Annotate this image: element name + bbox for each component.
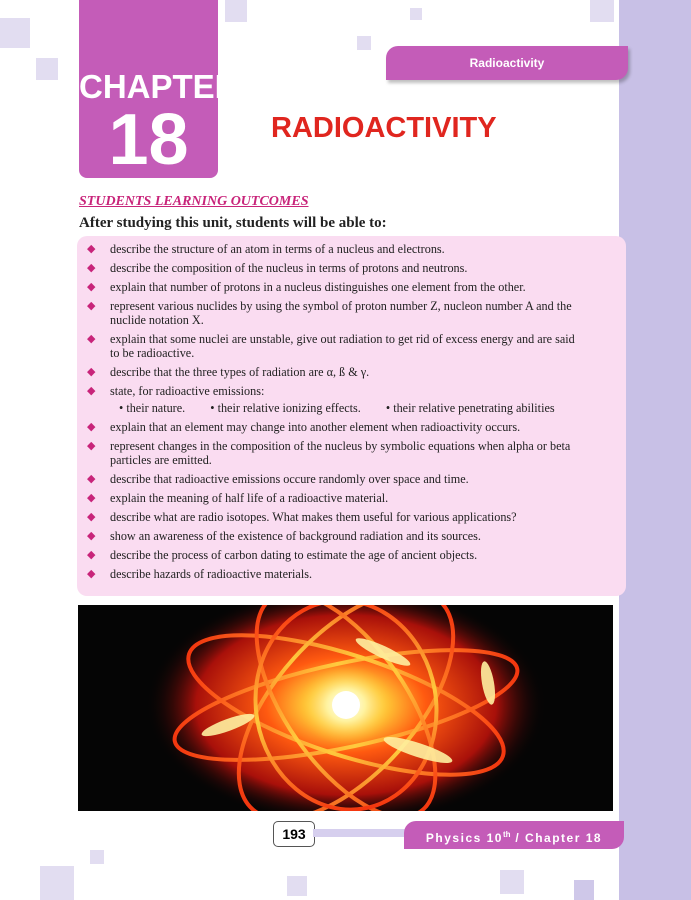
diamond-bullet-icon: ◆ [87,300,96,312]
list-item: ◆ describe what are radio isotopes. What makes them useful for various applications? [87,510,517,524]
diamond-bullet-icon: ◆ [87,333,96,345]
diamond-bullet-icon: ◆ [87,385,96,397]
diamond-bullet-icon: ◆ [87,511,96,523]
footer-chapter: / Chapter 18 [510,831,603,845]
decor-square [90,850,104,864]
page-number: 193 [273,821,315,847]
decor-square [590,0,614,22]
outcomes-box [77,236,626,596]
footer-book: Physics 10 [425,831,503,845]
list-item: ◆ explain that some nuclei are unstable, give out radiation to get rid of excess energy and are said to be radioactive. [87,332,575,360]
decor-square [40,866,74,900]
footer-divider [313,829,405,837]
running-head-tab: Radioactivity [386,46,628,80]
list-item: ◆ describe that the three types of radiation are α, ß & γ. [87,365,370,379]
footer-book-tab [404,821,624,849]
list-item: ◆ explain the meaning of half life of a radioactive material. [87,491,389,505]
diamond-bullet-icon: ◆ [87,281,96,293]
outcomes-list [77,236,626,581]
outcomes-heading: STUDENTS LEARNING OUTCOMES [79,194,309,209]
sub-item: • their nature. [119,401,186,415]
diamond-bullet-icon: ◆ [87,473,96,485]
list-item: ◆ describe hazards of radioactive materials. [87,567,313,581]
chapter-word: CHAPTER [79,68,239,105]
list-item: ◆ state, for radioactive emissions: [87,384,265,398]
decor-square [287,876,307,896]
decor-square [36,58,58,80]
outcomes-intro: After studying this unit, students will be able to: [79,215,387,231]
chapter-number: 18 [108,100,189,180]
diamond-bullet-icon: ◆ [87,243,96,255]
diamond-bullet-icon: ◆ [87,492,96,504]
atom-illustration [78,605,613,811]
sub-item: • their relative ionizing effects. [210,401,361,415]
diamond-bullet-icon: ◆ [87,366,96,378]
list-item: ◆ describe the structure of an atom in terms of a nucleus and electrons. [87,242,445,256]
decor-square [0,18,30,48]
footer-book-sup: th [502,830,511,839]
diamond-bullet-icon: ◆ [87,262,96,274]
page-title: RADIOACTIVITY [271,112,497,144]
decor-square [574,880,594,900]
right-sidebar-band [619,0,691,900]
atom-orbits-graphic [78,605,613,811]
decor-square [225,0,247,22]
list-item: ◆ explain that an element may change into another element when radioactivity occurs. [87,420,521,434]
list-item: ◆ represent various nuclides by using the symbol of proton number Z, nucleon number A and the nuclide notation X. [87,299,572,327]
list-item: ◆ describe the process of carbon dating to estimate the age of ancient objects. [87,548,478,562]
diamond-bullet-icon: ◆ [87,440,96,452]
list-item: ◆ describe the composition of the nucleus in terms of protons and neutrons. [87,261,468,275]
diamond-bullet-icon: ◆ [87,421,96,433]
decor-square [500,870,524,894]
list-item: ◆ describe that radioactive emissions occure randomly over space and time. [87,472,469,486]
diamond-bullet-icon: ◆ [87,549,96,561]
emission-sub-items [77,401,626,415]
chapter-badge [79,0,239,180]
list-item: ◆ explain that number of protons in a nucleus distinguishes one element from the other. [87,280,526,294]
diamond-bullet-icon: ◆ [87,568,96,580]
decor-square [410,8,422,20]
list-item: ◆ show an awareness of the existence of background radiation and its sources. [87,529,481,543]
diamond-bullet-icon: ◆ [87,530,96,542]
list-item: ◆ represent changes in the composition of the nucleus by symbolic equations when alpha or beta particles are emitted. [87,439,571,467]
sub-item: • their relative penetrating abilities [385,401,555,415]
decor-square [357,36,371,50]
